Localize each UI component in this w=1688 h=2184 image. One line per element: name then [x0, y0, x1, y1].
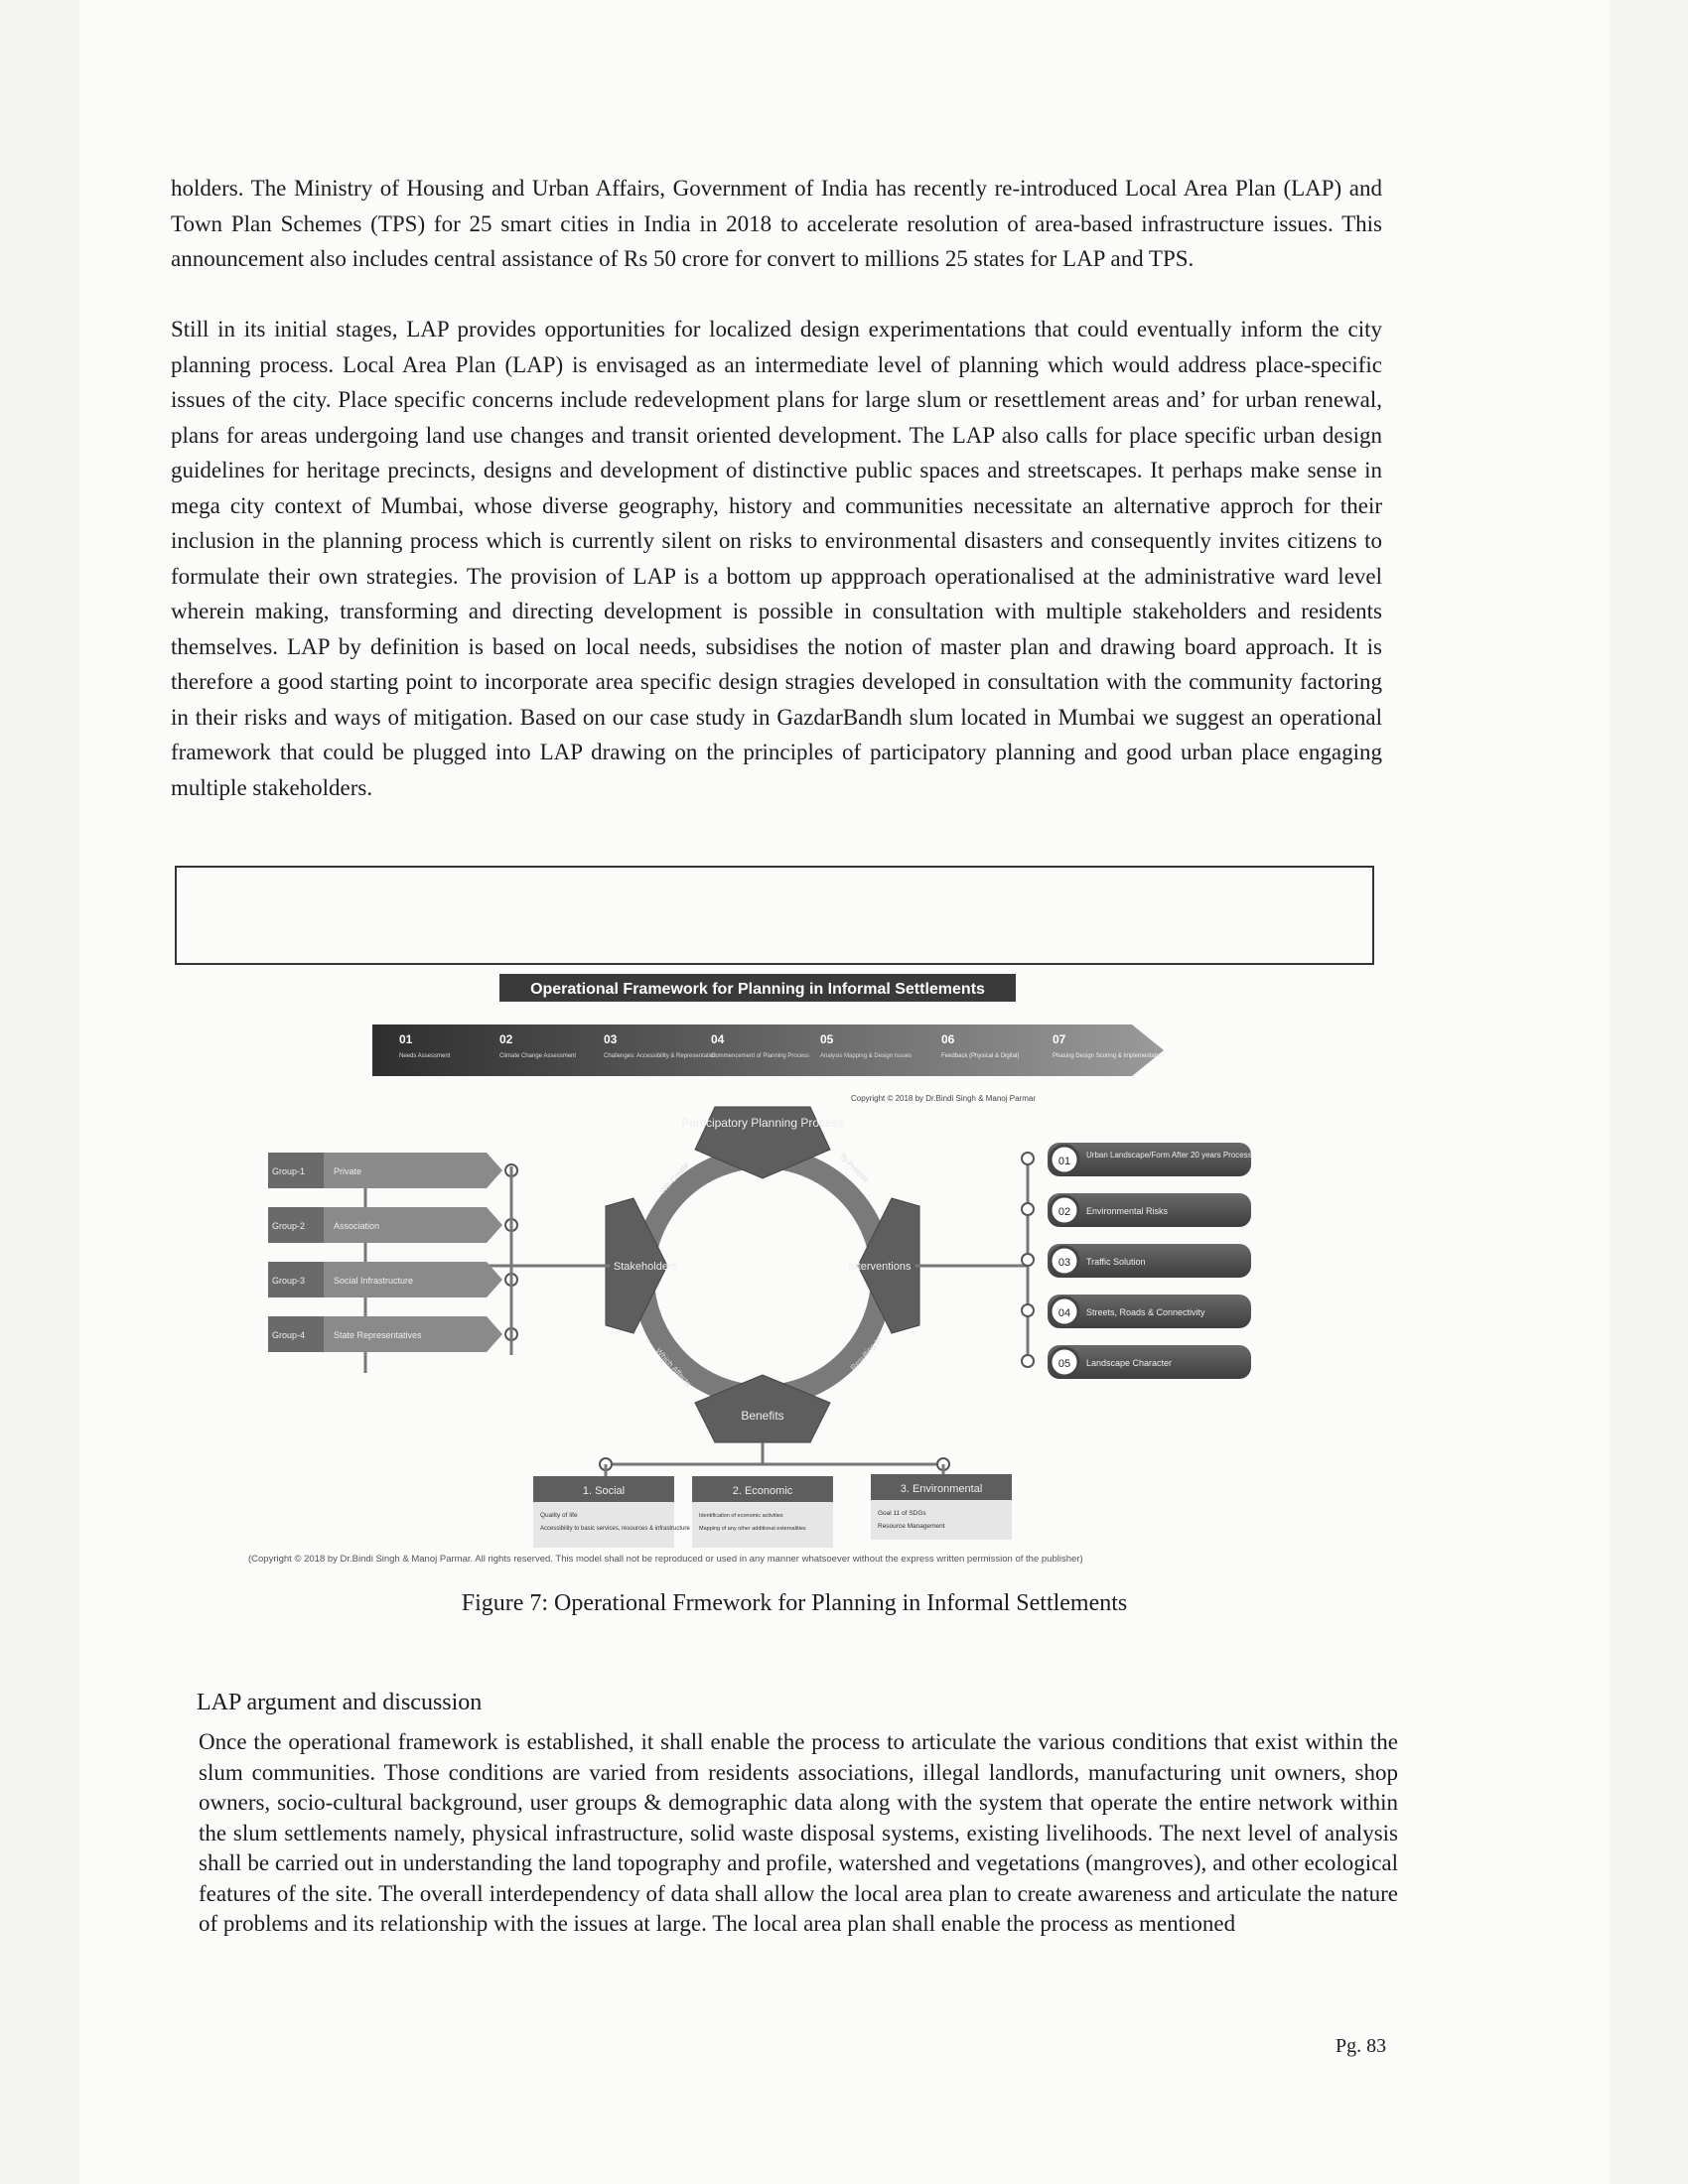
svg-text:Needs Assessment: Needs Assessment: [399, 1053, 451, 1059]
intervention-item: [1022, 1244, 1251, 1278]
svg-text:03: 03: [604, 1032, 618, 1046]
cycle-arrow-label: To Provide: [837, 1152, 871, 1185]
svg-text:1. Social: 1. Social: [582, 1485, 626, 1497]
svg-text:Environmental Risks: Environmental Risks: [1086, 1206, 1169, 1216]
paragraph-2: Still in its initial stages, LAP provides opportunities for localized design experimentations that could eventually inform the city planning process. Local Area Plan (LAP) is envisaged as an intermediate level of planning which would address place-specific issues of the city. Place specific concerns include redevelopment plans for large slum or resettlement areas and’ for urban renewal, plans for areas undergoing land use changes and transit oriented development. The LAP also calls for place specific urban design guidelines for heritage precincts, designs and development of distinctive public spaces and streetscapes. It perhaps make sense in mega city context of Mumbai, whose diverse geography, history and communities necessitate an alternative approch for their inclusion in the planning process which is currently silent on risks to environmental disasters and consequently invites citizens to formulate their own strategies. The provision of LAP is a bottom up appproach operationalised at the administrative ward level wherein making, transforming and directing development is possible in consultation with multiple stakeholders and residents themselves. LAP by definition is based on local needs, subsidises the notion of master plan and drawing board approach. It is therefore a good starting point to incorporate area specific design stragies developed in consultation with the community factoring in their risks and ways of mitigation. Based on our case study in GazdarBandh slum located in Mumbai we suggest an operational framework that could be plugged into LAP drawing on the principles of participatory planning and good urban place engaging multiple stakeholders.: [171, 317, 1382, 800]
figure-caption: Figure 7: Operational Frmework for Planning in Informal Settlements: [461, 1590, 1128, 1616]
svg-text:Participatory Planning Process: Participatory Planning Process: [681, 1116, 844, 1130]
cycle-arrow-label: Which Affects: [653, 1346, 693, 1389]
stakeholder-groups: [268, 1153, 610, 1373]
paragraph-1: holders. The Ministry of Housing and Urban Affairs, Government of India has recently re-introduced Local Area Plan (LAP) and Town Plan Schemes (TPS) for 25 smart cities in India in 2018 to accelerate resolution of area-based infrastructure issues. This announcement also includes central assistance of Rs 50 crore for convert to millions 25 states for LAP and TPS.: [171, 176, 1382, 271]
cycle-arrow-label: Will Create: [657, 1160, 691, 1196]
intervention-item: [1022, 1295, 1251, 1328]
svg-text:Urban Landscape/Form After 20: Urban Landscape/Form After 20 years Process: [1086, 1151, 1252, 1160]
stakeholder-group: [268, 1153, 517, 1188]
svg-text:Phasing Design Scoring & Imple: Phasing Design Scoring & Implementation: [1053, 1053, 1165, 1059]
paragraph-3: Once the operational framework is established, it shall enable the process to articulate the various conditions that exist within the slum communities. Those conditions are varied from residents associations, illegal landlords, manufacturing unit owners, shop owners, socio-cultural background, user groups & demographic data along with the system that operate the entire network within the slum settlements namely, physical infrastructure, solid waste disposal systems, existing livelihoods. The next level of analysis shall be carried out in understanding the land topography and profile, watershed and vegetations (mangroves), and other ecological features of the site. The overall interdependency of data shall allow the local area plan to create awareness and articulate the nature of problems and its relationship with the issues at large. The local area plan shall enable the process as mentioned: [199, 1729, 1398, 1936]
svg-text:Group-2: Group-2: [272, 1221, 306, 1231]
page-number: Pg. 83: [1336, 2035, 1387, 2057]
intervention-item: [1022, 1345, 1251, 1379]
svg-text:Private: Private: [334, 1166, 362, 1176]
svg-text:07: 07: [1053, 1032, 1066, 1046]
benefit-box: [533, 1476, 690, 1548]
svg-text:05: 05: [820, 1032, 834, 1046]
svg-text:04: 04: [1057, 1307, 1071, 1319]
svg-text:Resource Management: Resource Management: [878, 1523, 945, 1530]
svg-text:Social Infrastructure: Social Infrastructure: [334, 1276, 414, 1286]
cycle-arrow-label: Resulting In: [848, 1334, 884, 1373]
intervention-list: [915, 1143, 1252, 1379]
svg-text:04: 04: [711, 1032, 725, 1046]
cycle-ring: [643, 1158, 882, 1396]
svg-text:02: 02: [499, 1032, 513, 1046]
figure-title: Operational Framework for Planning in Informal Settlements: [530, 981, 985, 998]
svg-text:02: 02: [1057, 1206, 1071, 1218]
svg-text:03: 03: [1057, 1257, 1071, 1269]
svg-text:Streets, Roads & Connectivity: Streets, Roads & Connectivity: [1086, 1307, 1205, 1317]
svg-text:Identification of economic act: Identification of economic activities: [699, 1513, 783, 1519]
benefit-box: [871, 1474, 1012, 1540]
svg-text:Traffic Solution: Traffic Solution: [1086, 1257, 1146, 1267]
stakeholder-group: [268, 1262, 517, 1297]
svg-text:Analysis Mapping & Design Issu: Analysis Mapping & Design Issues: [820, 1053, 913, 1059]
svg-text:05: 05: [1057, 1358, 1071, 1370]
svg-text:Association: Association: [334, 1221, 380, 1231]
svg-text:Goal 11 of SDGs: Goal 11 of SDGs: [878, 1510, 926, 1517]
svg-text:Stakeholders: Stakeholders: [613, 1261, 678, 1273]
svg-text:Landscape Character: Landscape Character: [1086, 1358, 1173, 1368]
svg-text:Benefits: Benefits: [741, 1409, 784, 1423]
stakeholder-group: [268, 1207, 517, 1243]
svg-text:Group-3: Group-3: [272, 1276, 306, 1286]
stakeholder-group: [268, 1316, 517, 1352]
benefit-box: [692, 1476, 833, 1548]
svg-text:3. Environmental: 3. Environmental: [900, 1483, 983, 1495]
svg-text:Interventions: Interventions: [848, 1261, 912, 1273]
svg-text:06: 06: [941, 1032, 955, 1046]
svg-text:Accessibility to basic service: Accessibility to basic services, resources & infrastructure: [540, 1526, 690, 1532]
svg-text:Commencement of Planning Proce: Commencement of Planning Process: [711, 1053, 810, 1059]
svg-text:Group-1: Group-1: [272, 1166, 306, 1176]
operational-framework-figure: [258, 968, 1271, 1569]
svg-text:Climate Change Assessment: Climate Change Assessment: [499, 1053, 577, 1059]
svg-text:01: 01: [399, 1032, 413, 1046]
svg-text:Feedback (Physical & Digital): Feedback (Physical & Digital): [941, 1053, 1020, 1059]
svg-text:Group-4: Group-4: [272, 1330, 306, 1340]
section-heading: LAP argument and discussion: [197, 1690, 483, 1715]
svg-text:01: 01: [1057, 1156, 1071, 1167]
svg-text:Quality of life: Quality of life: [540, 1512, 578, 1519]
svg-text:Mapping of any other additiona: Mapping of any other additional externalities: [699, 1526, 806, 1532]
svg-text:Challenges: Accessibility & Re: Challenges: Accessibility & Representation: [604, 1053, 717, 1059]
empty-frame-box: [175, 866, 1374, 965]
cycle-diagram: [606, 1107, 919, 1442]
figure-copyright-bottom: (Copyright © 2018 by Dr.Bindi Singh & Manoj Parmar. All rights reserved. This model shall not be reproduced or used in any manner whatsoever without the express written permission of the publisher): [248, 1554, 1083, 1565]
figure-copyright-top: Copyright © 2018 by Dr.Bindi Singh & Manoj Parmar: [851, 1094, 1036, 1103]
process-steps-bar: [372, 1024, 1164, 1076]
intervention-item: [1022, 1143, 1252, 1176]
svg-text:2. Economic: 2. Economic: [732, 1485, 793, 1497]
benefits-section: [533, 1442, 1012, 1548]
intervention-item: [1022, 1193, 1251, 1227]
svg-text:State Representatives: State Representatives: [334, 1330, 422, 1340]
